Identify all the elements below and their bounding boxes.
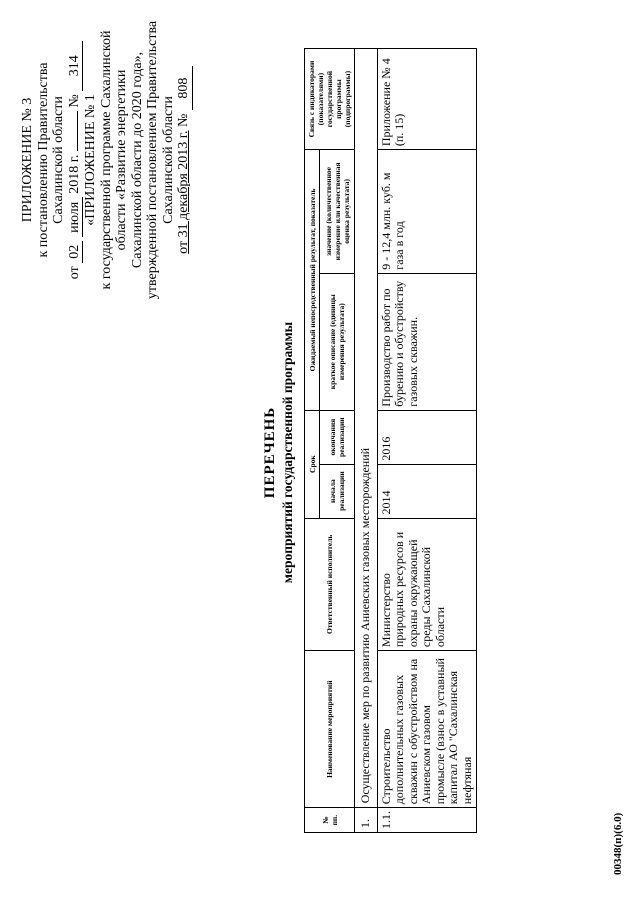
page-title: ПЕРЕЧЕНЬ xyxy=(262,406,278,499)
row-start: 2014 xyxy=(377,464,477,518)
col-link-header: Связь с индикаторами (показателями) государственной программы (подпрограммы) xyxy=(305,49,355,150)
appendix-line2: Сахалинской области xyxy=(51,96,66,224)
sub-date: от 31 декабря 2013 г. xyxy=(176,130,191,254)
date-blank xyxy=(77,111,78,151)
date-day: 02 xyxy=(67,241,84,263)
row-name: Строительство дополнительных газовых скважин с обустройством на Аниевском газовом промысле (взнос в уставный капитал АО "Сахалинская нефтяная xyxy=(377,651,477,808)
num-value: 314 xyxy=(67,41,84,91)
sub-line1: к государственной программе Сахалинской xyxy=(98,30,114,290)
row-link: Приложение № 4 (п. 15) xyxy=(377,49,477,150)
date-year: 2018 xyxy=(66,165,82,194)
date-prefix: от xyxy=(66,266,82,280)
row-result-value: 9 - 12,4 млн. куб. м газа в год xyxy=(377,150,477,274)
table-row xyxy=(377,49,477,833)
sub-line3: Сахалинской области до 2020 года», xyxy=(129,51,145,269)
col-result-header: Ожидаемый непосредственный результат, показатель xyxy=(305,150,320,411)
appendix-title: ПРИЛОЖЕНИЕ № 3 xyxy=(20,97,35,223)
sub-line5: Сахалинской области xyxy=(160,96,176,224)
col-num-header: № пп. xyxy=(305,808,355,833)
col-result-desc-header: краткое описание (единицы измерения результата) xyxy=(320,273,355,410)
measures-table xyxy=(304,48,477,833)
sub-appendix-title: «ПРИЛОЖЕНИЕ № 1 xyxy=(83,94,98,226)
section-text: Осуществление мер по развитию Аниевских газовых месторождений xyxy=(355,49,378,808)
row-executor: Министерство природных ресурсов и охраны окружающей среды Сахалинской области xyxy=(377,518,477,651)
date-suffix: г. xyxy=(66,154,82,163)
appendix-date-line xyxy=(67,15,84,305)
sub-line2: области «Развитие энергетики xyxy=(114,69,129,251)
row-result-desc: Производство работ по бурению и обустройству газовых скважин. xyxy=(377,273,477,410)
col-executor-header: Ответственный исполнитель xyxy=(305,518,355,651)
sub-num-value: 808 xyxy=(176,66,193,110)
col-term-header: Срок xyxy=(305,410,320,518)
col-result-value-header: значение (количественное измерение или качественная оценка результата) xyxy=(320,150,355,274)
row-end: 2016 xyxy=(377,410,477,464)
header-row-1 xyxy=(305,49,320,833)
row-number: 1.1. xyxy=(377,808,477,833)
col-term-end-header: окончания реализации xyxy=(320,410,355,464)
appendix-block xyxy=(20,15,193,305)
col-name-header: Наименование мероприятий xyxy=(305,651,355,808)
num-label: № xyxy=(66,94,82,108)
sub-num-label: № xyxy=(176,113,191,128)
section-row xyxy=(355,49,378,833)
date-month: июля xyxy=(67,197,84,237)
page-subtitle: мероприятий государственной программы xyxy=(280,321,295,584)
document-code: 00348(п)(6.0) xyxy=(612,812,624,875)
appendix-line1: к постановлению Правительства xyxy=(35,62,51,258)
sub-line4: утвержденной постановлением Правительства xyxy=(145,20,160,300)
sub-date-line xyxy=(176,15,193,305)
section-number: 1. xyxy=(355,808,378,833)
col-term-start-header: начала реализации xyxy=(320,464,355,518)
